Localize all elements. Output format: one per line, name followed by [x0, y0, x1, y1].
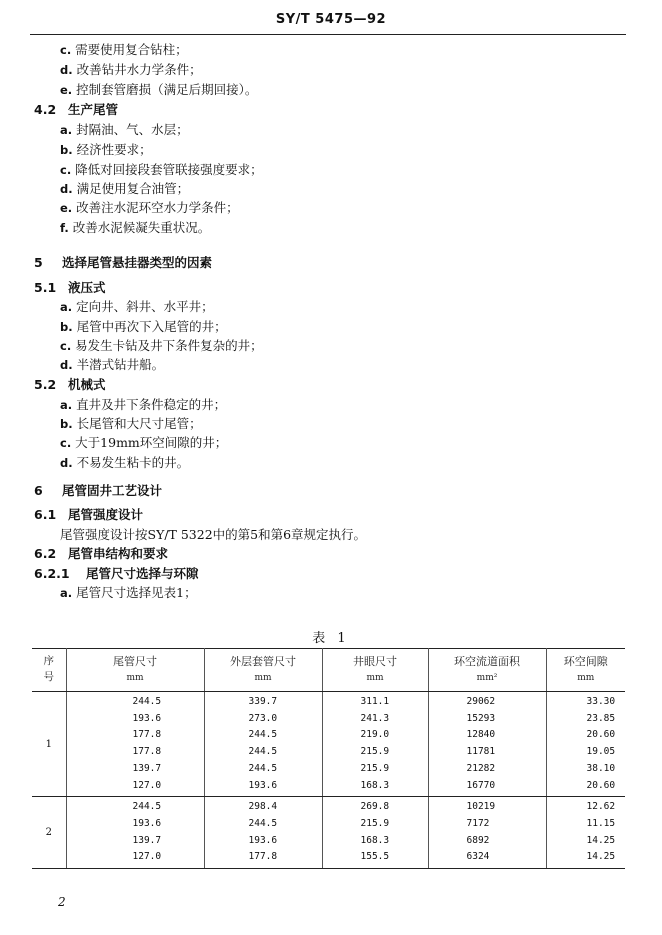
table-cell: 244.5 — [132, 801, 162, 813]
table-cell: 215.9 — [360, 817, 390, 829]
cell-list — [429, 692, 546, 796]
cell-list — [323, 797, 428, 868]
table-row-group — [32, 692, 625, 797]
cell-list — [429, 797, 546, 868]
column-header: 井眼尺寸 mm — [322, 649, 428, 692]
table-cell: 14.25 — [586, 834, 616, 846]
list-item: d. 不易发生粘卡的井。 — [60, 455, 190, 470]
table-cell: 38.10 — [586, 762, 616, 774]
list-item: d. 满足使用复合油管； — [60, 181, 190, 196]
column-header: 环空流道面积 mm² — [428, 649, 546, 692]
standard-header: SY/T 5475—92 — [275, 12, 387, 27]
section-heading-4-2: 4.2 生产尾管 — [34, 102, 119, 117]
table-cell: 177.8 — [132, 729, 162, 741]
list-item: b. 尾管中再次下入尾管的井； — [60, 319, 227, 334]
page-number: 2 — [58, 895, 66, 909]
table-cell: 241.3 — [360, 712, 390, 724]
table-row-group — [32, 797, 625, 869]
table-cell: 244.5 — [132, 696, 162, 707]
table-cell: 11781 — [466, 746, 496, 758]
cell-list — [547, 692, 626, 796]
list-item: f. 改善水泥候凝失重状况。 — [60, 220, 211, 235]
table-cell: 19.05 — [586, 746, 616, 758]
table-cell: 6892 — [466, 834, 490, 846]
table-cell: 339.7 — [248, 696, 278, 707]
table-cell: 244.5 — [248, 817, 278, 829]
list-item: b. 长尾管和大尺寸尾管； — [60, 416, 202, 431]
section-heading-6: 6 尾管固井工艺设计 — [34, 483, 163, 498]
table-1 — [32, 648, 625, 869]
table-cell: 10219 — [466, 801, 496, 813]
table-cell: 155.5 — [360, 851, 390, 863]
list-item: a. 尾管尺寸选择见表1； — [60, 585, 197, 600]
table-cell: 21282 — [466, 762, 496, 774]
column-header: 序号 — [32, 649, 66, 692]
table-cell: 244.5 — [248, 762, 278, 774]
section-heading-5-2: 5.2 机械式 — [34, 377, 106, 392]
table-cell: 177.8 — [248, 851, 278, 863]
list-item: a. 直井及井下条件稳定的井； — [60, 397, 227, 412]
cell-list — [67, 797, 204, 868]
table-cell: 15293 — [466, 712, 496, 724]
table-cell: 273.0 — [248, 712, 278, 724]
section-heading-6-1: 6.1 尾管强度设计 — [34, 507, 144, 522]
table-cell: 14.25 — [586, 851, 616, 863]
list-item: c. 降低对回接段套管联接强度要求； — [60, 162, 263, 177]
list-item: c. 大于19mm环空间隙的井； — [60, 435, 228, 450]
list-item: c. 需要使用复合钻柱； — [60, 42, 188, 57]
table-cell: 298.4 — [248, 801, 278, 813]
table-cell: 127.0 — [132, 779, 162, 791]
table-cell: 20.60 — [586, 779, 616, 791]
list-item: d. 改善钻井水力学条件； — [60, 62, 202, 77]
table-caption: 表 1 — [312, 631, 350, 646]
table-cell: 193.6 — [248, 779, 278, 791]
column-header: 外层套管尺寸 mm — [204, 649, 322, 692]
table-cell: 23.85 — [586, 712, 616, 724]
section-heading-6-2: 6.2 尾管串结构和要求 — [34, 546, 169, 561]
table-cell: 139.7 — [132, 834, 162, 846]
cell-list — [323, 692, 428, 796]
list-item: b. 经济性要求； — [60, 142, 152, 157]
list-item: a. 封隔油、气、水层； — [60, 122, 189, 137]
table-cell: 269.8 — [360, 801, 390, 813]
cell-list — [205, 692, 322, 796]
table-cell: 215.9 — [360, 762, 390, 774]
table-cell: 193.6 — [248, 834, 278, 846]
table-cell: 219.0 — [360, 729, 390, 741]
table-cell: 193.6 — [132, 817, 162, 829]
table-cell: 7172 — [466, 817, 490, 829]
table-cell: 139.7 — [132, 762, 162, 774]
list-item: e. 改善注水泥环空水力学条件； — [60, 200, 239, 215]
table-cell: 16770 — [466, 779, 496, 791]
column-header: 环空间隙 mm — [546, 649, 625, 692]
table-cell: 127.0 — [132, 851, 162, 863]
cell-list — [67, 692, 204, 796]
table-cell: 177.8 — [132, 746, 162, 758]
table-cell: 215.9 — [360, 746, 390, 758]
table-cell: 168.3 — [360, 834, 390, 846]
table-cell: 193.6 — [132, 712, 162, 724]
section-heading-6-2-1: 6.2.1 尾管尺寸选择与环隙 — [34, 566, 199, 581]
cell-list — [205, 797, 322, 868]
paragraph: 尾管强度设计按SY/T 5322中的第5和第6章规定执行。 — [60, 527, 367, 542]
group-id: 2 — [32, 797, 66, 869]
table-cell: 20.60 — [586, 729, 616, 741]
list-item: c. 易发生卡钻及井下条件复杂的井； — [60, 338, 263, 353]
table-cell: 311.1 — [360, 696, 390, 707]
table-cell: 33.30 — [586, 696, 616, 707]
group-id: 1 — [32, 692, 66, 797]
table-cell: 29062 — [466, 696, 496, 707]
list-item: e. 控制套管磨损（满足后期回接）。 — [60, 82, 258, 97]
list-item: d. 半潜式钻井船。 — [60, 357, 165, 372]
table-cell: 244.5 — [248, 729, 278, 741]
table-cell: 11.15 — [586, 817, 616, 829]
column-header: 尾管尺寸 mm — [66, 649, 204, 692]
cell-list — [547, 797, 626, 868]
table-cell: 168.3 — [360, 779, 390, 791]
table-cell: 12840 — [466, 729, 496, 741]
table-cell: 6324 — [466, 851, 490, 863]
list-item: a. 定向井、斜井、水平井； — [60, 299, 214, 314]
section-heading-5: 5 选择尾管悬挂器类型的因素 — [34, 255, 213, 270]
table-cell: 12.62 — [586, 801, 616, 813]
header-rule — [30, 34, 626, 35]
table-cell: 244.5 — [248, 746, 278, 758]
section-heading-5-1: 5.1 液压式 — [34, 280, 106, 295]
